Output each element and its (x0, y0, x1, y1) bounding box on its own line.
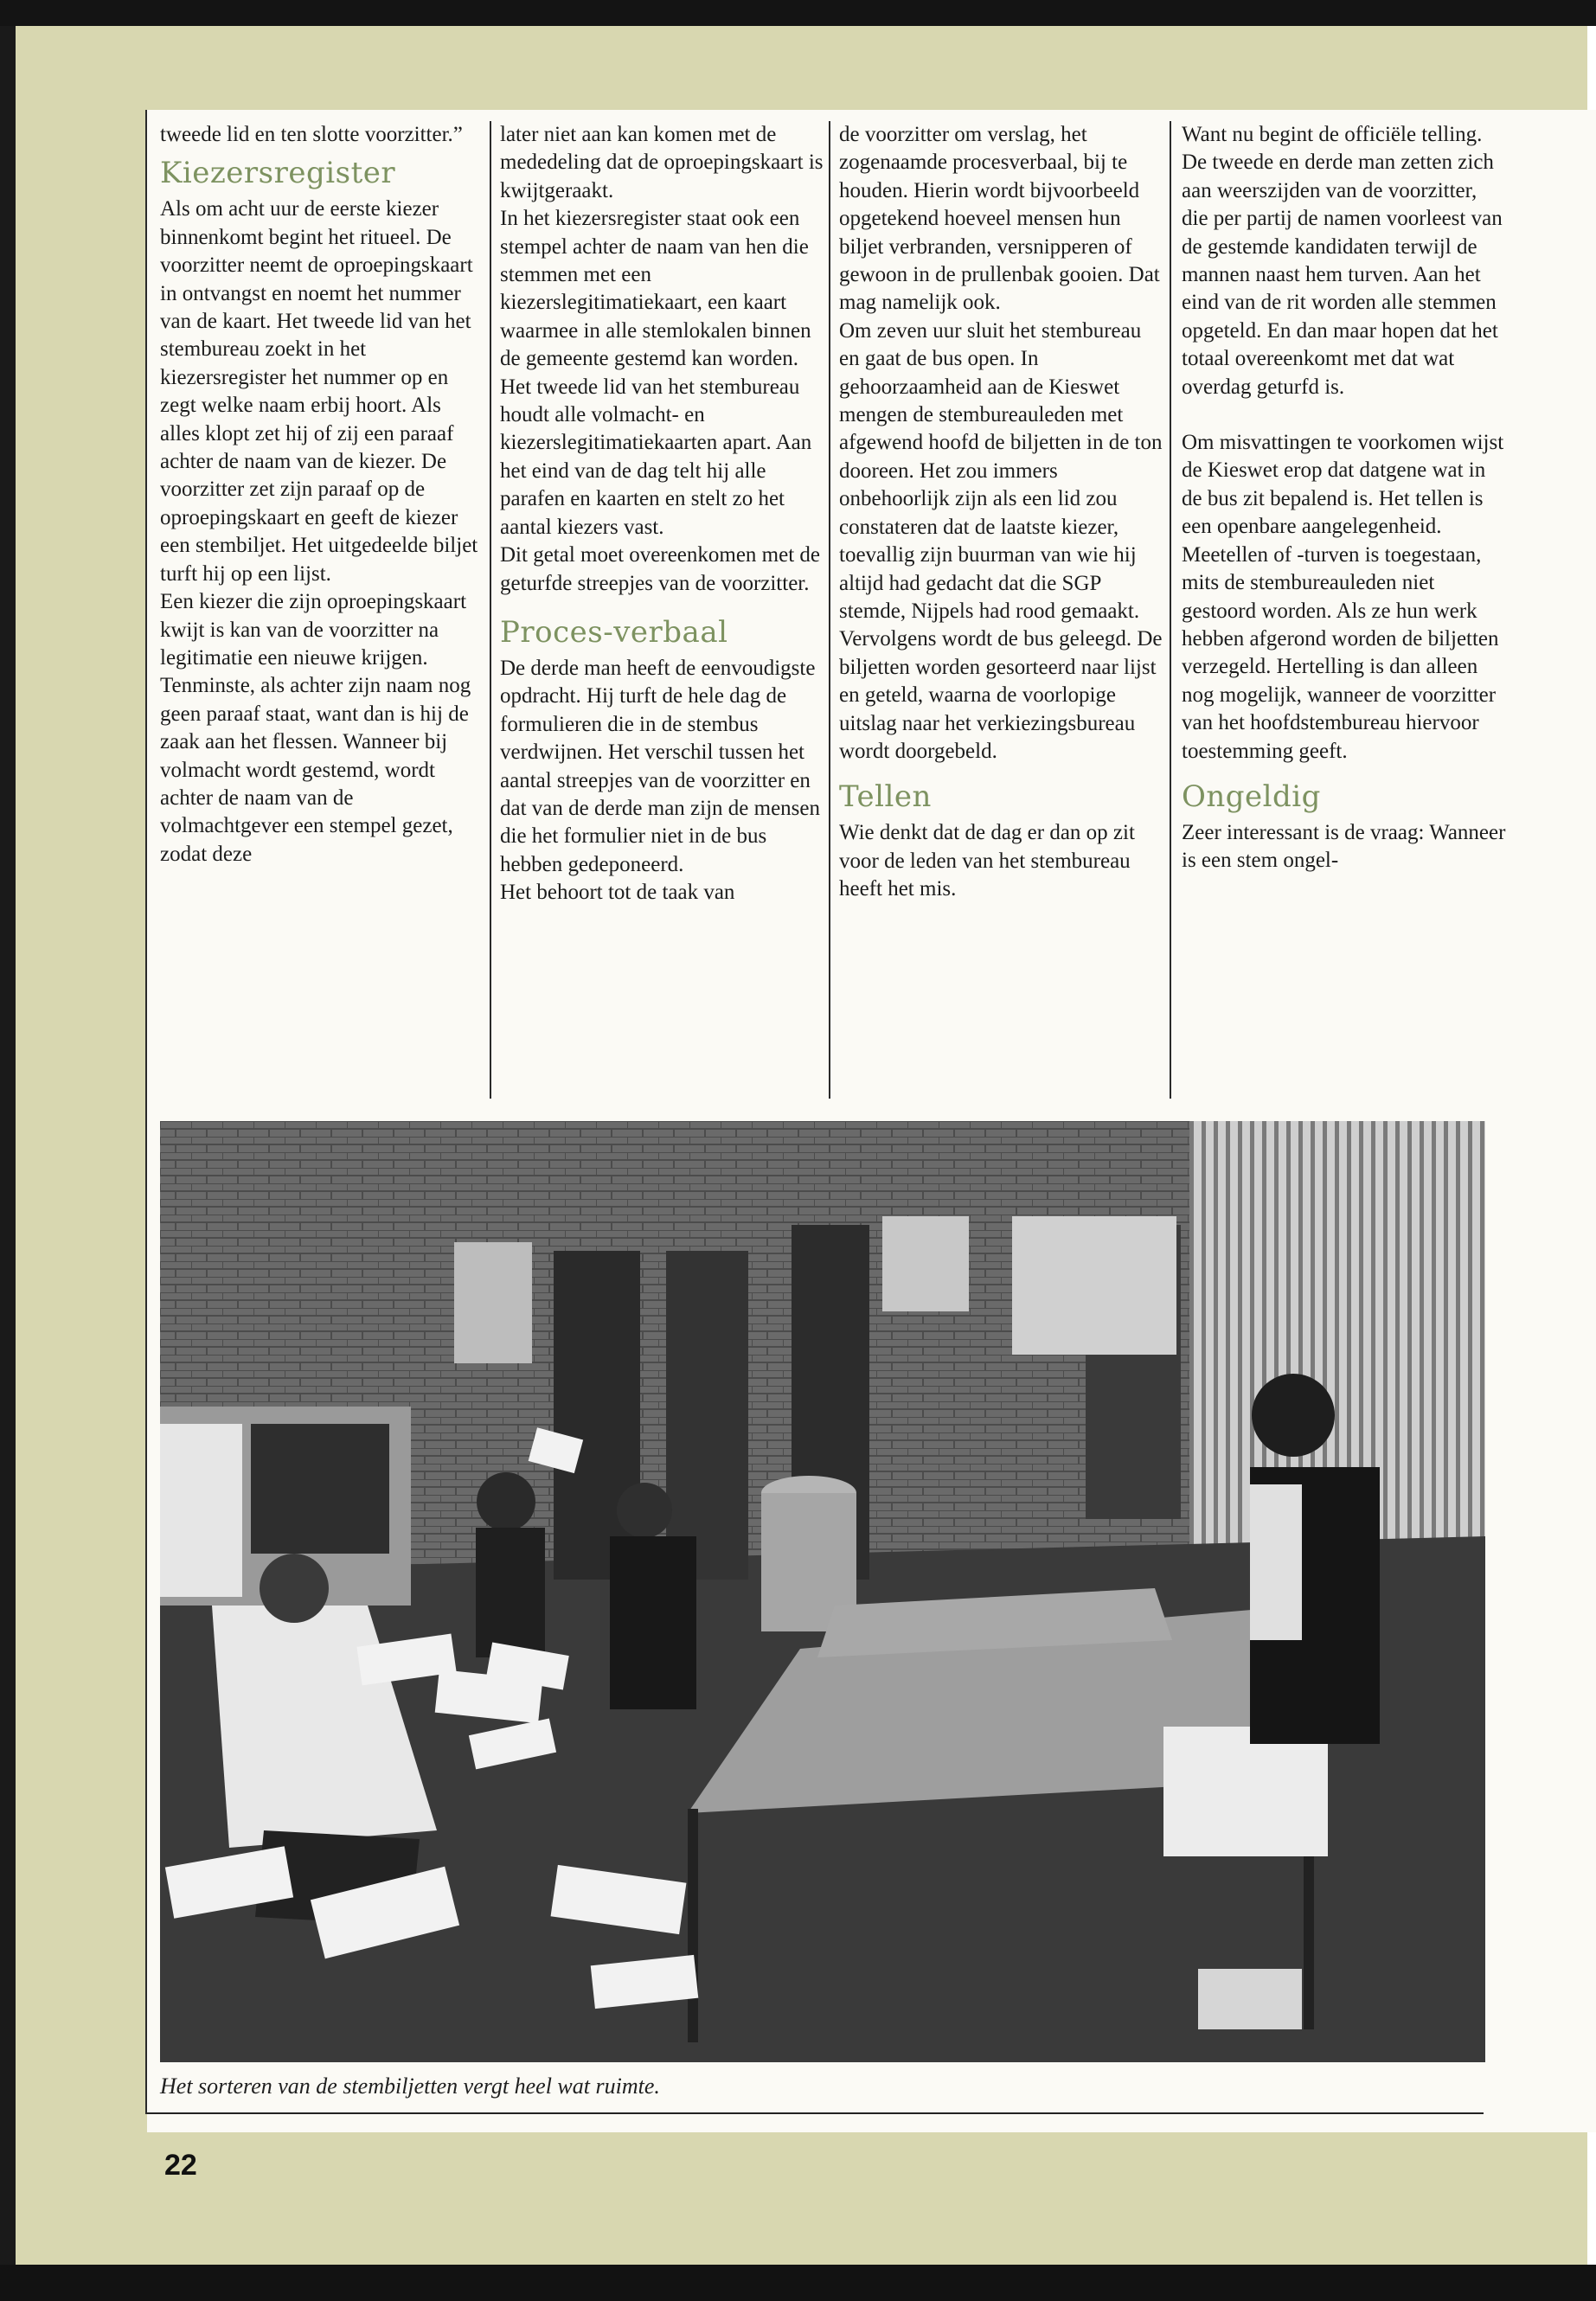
paragraph: In het kiezersregister staat ook een stempel achter de naam van hen die stemmen met een kiezerslegitimatiekaart, een kaart waarmee in alle stemlokalen binnen de gemeente gestemd kan worden. Het tweede lid van het stembureau houdt alle volmacht- en kiezerslegitimatiekaarten apart. Aan het eind van de dag telt hij alle parafen en kaarten en stelt zo het aantal kiezers vast. (500, 207, 812, 539)
column-rule (1170, 121, 1171, 1099)
paragraph: Zeer interessant is de vraag: Wanneer is een stem ongel- (1182, 820, 1506, 873)
paragraph-spacer (1182, 401, 1507, 429)
text-column-4 (1182, 121, 1507, 1099)
text-column-1 (160, 121, 485, 1099)
scan-edge-left (0, 26, 16, 2265)
photo-caption: Het sorteren van de stembiljetten vergt heel wat ruimte. (160, 2073, 660, 2099)
column-rule (829, 121, 830, 1099)
text-column-2 (500, 121, 825, 1099)
footer-rule (147, 2112, 1484, 2114)
paragraph: Een kiezer die zijn oproepingskaart kwijt is kan van de voorzitter na legitimatie een nieuwe krijgen. Tenminste, als achter zijn naam nog geen paraaf staat, want dan is hij de zaak aan het flessen. Wanneer bij volmacht wordt gestemd, wordt achter de naam van de volmachtgever een stempel gezet, zodat deze (160, 590, 471, 866)
paragraph: later niet aan kan komen met de mededeling dat de oproepingskaart is kwijtgeraakt. (500, 123, 824, 202)
section-heading-proces-verbaal: Proces-verbaal (500, 614, 728, 650)
paragraph: Om misvattingen te voorkomen wijst de Kieswet erop dat datgene wat in de bus zit bepalend is. Het tellen is een openbare aangelegenheid. Meetellen of -turven is toegestaan, mits de stembureauleden niet gestoord worden. Als ze hun werk hebben afgerond worden de biljetten verzegeld. Hertelling is dan alleen nog mogelijk, wanneer de voorzitter van het hoofdstembureau hiervoor toestemming geeft. (1182, 431, 1504, 763)
paragraph: De derde man heeft de eenvoudigste opdracht. Hij turft de hele dag de formulieren die in de stembus verdwijnen. Het verschil tussen het aantal streepjes van de voorzitter en dat van de derde man zijn de mensen die het formulier niet in de bus hebben gedeponeerd. (500, 656, 820, 876)
page-number: 22 (164, 2149, 197, 2182)
paragraph: Het behoort tot de taak van (500, 881, 735, 905)
paragraph: de voorzitter om verslag, het zogenaamde procesverbaal, bij te houden. Hierin wordt bijvoorbeeld opgetekend hoeveel mensen hun biljet verbranden, versnipperen of gewoon in de prullenbak gooien. Dat mag namelijk ook. (839, 123, 1160, 315)
section-heading-ongeldig: Ongeldig (1182, 779, 1321, 814)
paragraph: Want nu begint de officiële telling. De tweede en derde man zetten zich aan weerszijden van de voorzitter, die per partij de namen voorleest van de gestemde kandidaten terwijl de mannen naast hem turven. Aan het eind van de rit worden alle stemmen opgeteld. En dan maar hopen dat het totaal overeenkomt met dat wat overdag geturfd is. (1182, 123, 1503, 399)
page-left-rule (145, 110, 147, 2114)
scan-edge-bottom (0, 2265, 1596, 2301)
column-rule (490, 121, 491, 1099)
scan-edge-top (0, 0, 1596, 26)
text-column-3 (839, 121, 1164, 1099)
paragraph: tweede lid en ten slotte voorzitter.” (160, 123, 463, 146)
paragraph: Om zeven uur sluit het stembureau en gaat de bus open. In gehoorzaamheid aan de Kieswet mengen de stembureauleden met afgewend hoofd de biljetten in de ton dooreen. Het zou immers onbehoorlijk zijn als een lid zou constateren dat de laatste kiezer, toevallig zijn buurman van wie hij altijd had gedacht dat die SGP stemde, Nijpels had rood gemaakt. Vervolgens wordt de bus geleegd. De biljetten worden gesorteerd naar lijst en geteld, waarna de voorlopige uitslag naar het verkiezingsbureau wordt doorgebeld. (839, 318, 1163, 763)
section-heading-tellen: Tellen (839, 779, 932, 815)
photo-counting-ballots (160, 1121, 1485, 2062)
section-heading-kiezersregister: Kiezersregister (160, 156, 396, 191)
paragraph: Wie denkt dat de dag er dan op zit voor de leden van het stembureau heeft het mis. (839, 821, 1135, 901)
paragraph: Dit getal moet overeenkomen met de geturfde streepjes van de voorzitter. (500, 543, 821, 595)
paragraph: Als om acht uur de eerste kiezer binnenkomt begint het ritueel. De voorzitter neemt de oproepingskaart in ontvangst en noemt het nummer van de kaart. Het tweede lid van het stembureau zoekt in het kiezersregister het nummer op en zegt welke naam erbij hoort. Als alles klopt zet hij of zij een paraaf achter de naam van de kiezer. De voorzitter zet zijn paraaf op de oproepingskaart en geeft de kiezer een stembiljet. Het uitgedeelde biljet turft hij op een lijst. (160, 197, 478, 586)
